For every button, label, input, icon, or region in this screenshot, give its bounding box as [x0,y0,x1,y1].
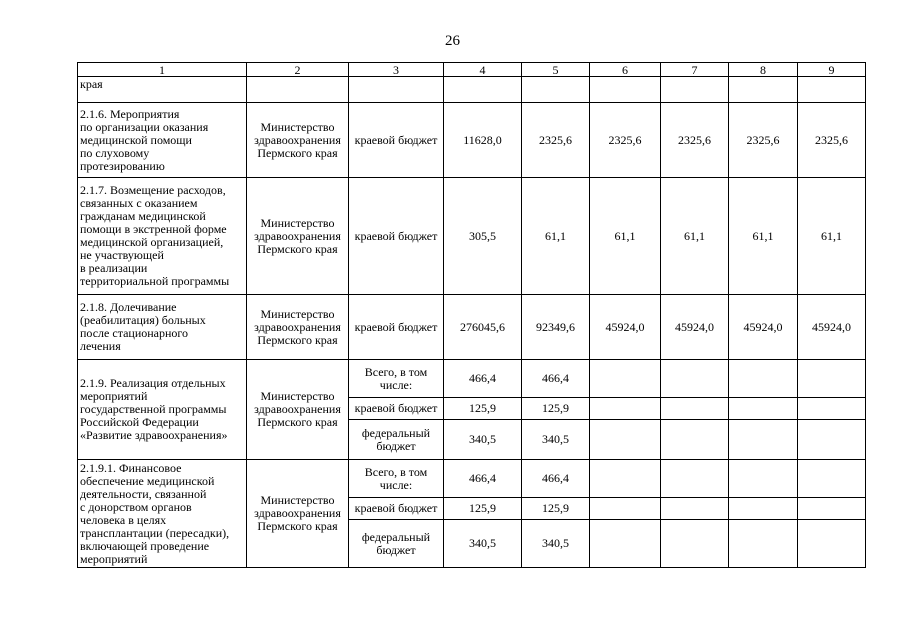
executor-cell: Министерство здравоохранения Пермского края [247,360,349,460]
value-cell: 2325,6 [522,103,590,178]
value-cell [729,420,798,460]
value-cell: 466,4 [444,360,522,398]
executor-cell: Министерство здравоохранения Пермского края [247,295,349,360]
value-cell [729,460,798,498]
value-cell: 61,1 [661,178,729,295]
table-row [78,103,866,178]
activity-cell: 2.1.9. Реализация отдельных мероприятий государственной программы Российской Федерации «Развитие здравоохранения» [78,360,247,460]
activity-cell: 2.1.7. Возмещение расходов, связанных с оказанием гражданам медицинской помощи в экстренной форме медицинской организацией, не участвующей в реализации территориальной программы [78,178,247,295]
column-header: 2 [247,63,349,77]
table-row [78,295,866,360]
column-header: 6 [590,63,661,77]
value-cell: 125,9 [444,498,522,520]
source-cell: Всего, в том числе: [349,460,444,498]
budget-table [77,62,866,568]
empty-cell [798,77,866,103]
table-body [78,63,866,568]
value-cell [661,360,729,398]
source-cell: краевой бюджет [349,178,444,295]
value-cell: 45924,0 [729,295,798,360]
executor-cell: Министерство здравоохранения Пермского края [247,103,349,178]
value-cell [729,520,798,568]
source-cell: Всего, в том числе: [349,360,444,398]
value-cell: 61,1 [729,178,798,295]
value-cell [661,420,729,460]
value-cell: 466,4 [444,460,522,498]
value-cell [590,360,661,398]
value-cell: 92349,6 [522,295,590,360]
source-cell: краевой бюджет [349,103,444,178]
value-cell [798,520,866,568]
activity-cell: 2.1.6. Мероприятия по организации оказания медицинской помощи по слуховому протезированию [78,103,247,178]
source-cell: федеральный бюджет [349,420,444,460]
value-cell: 340,5 [444,420,522,460]
column-header: 1 [78,63,247,77]
value-cell [729,398,798,420]
value-cell: 61,1 [590,178,661,295]
value-cell: 125,9 [522,498,590,520]
column-header: 8 [729,63,798,77]
value-cell [590,520,661,568]
value-cell: 466,4 [522,360,590,398]
value-cell: 2325,6 [590,103,661,178]
value-cell: 2325,6 [661,103,729,178]
value-cell: 340,5 [522,520,590,568]
value-cell [590,460,661,498]
value-cell: 466,4 [522,460,590,498]
value-cell [729,360,798,398]
value-cell: 305,5 [444,178,522,295]
value-cell: 45924,0 [590,295,661,360]
value-cell [729,498,798,520]
executor-cell: Министерство здравоохранения Пермского края [247,178,349,295]
empty-cell [590,77,661,103]
value-cell [661,520,729,568]
column-header: 7 [661,63,729,77]
value-cell: 125,9 [444,398,522,420]
value-cell [798,460,866,498]
group-row [78,460,866,498]
value-cell [798,498,866,520]
continuation-cell: края [78,77,247,103]
value-cell: 61,1 [798,178,866,295]
empty-cell [444,77,522,103]
activity-cell: 2.1.8. Долечивание (реабилитация) больных после стационарного лечения [78,295,247,360]
value-cell: 340,5 [522,420,590,460]
value-cell [798,360,866,398]
source-cell: краевой бюджет [349,398,444,420]
column-header-row [78,63,866,77]
activity-cell: 2.1.9.1. Финансовое обеспечение медицинской деятельности, связанной с донорством органов человека в целях трансплантации (пересадки), включающей проведение мероприятий [78,460,247,568]
value-cell [590,398,661,420]
column-header: 5 [522,63,590,77]
source-cell: краевой бюджет [349,295,444,360]
value-cell [661,398,729,420]
empty-cell [729,77,798,103]
column-header: 4 [444,63,522,77]
table-row [78,178,866,295]
value-cell: 2325,6 [729,103,798,178]
source-cell: краевой бюджет [349,498,444,520]
value-cell: 340,5 [444,520,522,568]
group-row [78,360,866,398]
value-cell: 61,1 [522,178,590,295]
value-cell: 11628,0 [444,103,522,178]
value-cell [798,398,866,420]
executor-cell: Министерство здравоохранения Пермского края [247,460,349,568]
value-cell: 45924,0 [798,295,866,360]
source-cell: федеральный бюджет [349,520,444,568]
value-cell: 45924,0 [661,295,729,360]
value-cell [798,420,866,460]
empty-cell [349,77,444,103]
value-cell: 276045,6 [444,295,522,360]
value-cell [590,498,661,520]
value-cell: 125,9 [522,398,590,420]
empty-cell [522,77,590,103]
empty-cell [661,77,729,103]
value-cell [661,460,729,498]
value-cell [661,498,729,520]
column-header: 3 [349,63,444,77]
value-cell: 2325,6 [798,103,866,178]
column-header: 9 [798,63,866,77]
continuation-row [78,77,866,103]
empty-cell [247,77,349,103]
value-cell [590,420,661,460]
page-number: 26 [445,33,460,49]
